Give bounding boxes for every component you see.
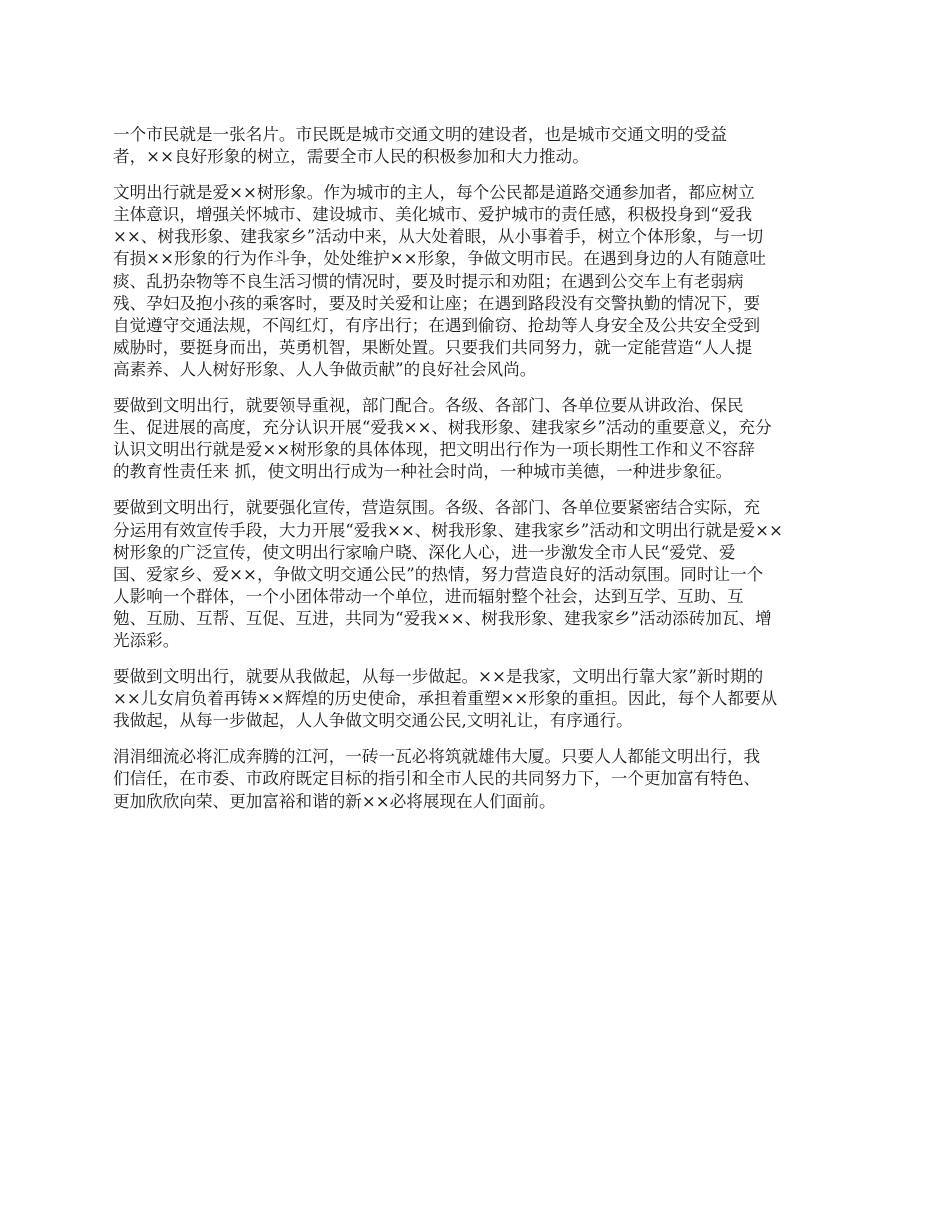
paragraph-5: 要做到文明出行，就要从我做起，从每一步做起。××是我家，文明出行靠大家”新时期的 ××儿女肩负着再铸××辉煌的历史使命，承担着重塑××形象的重担。因此，每个人都要从 我做起，从每一步做起，人人争做文明交通公民,文明礼让，有序通行。 <box>113 667 778 731</box>
paragraph-6: 涓涓细流必将汇成奔腾的江河，一砖一瓦必将筑就雄伟大厦。只要人人都能文明出行，我 们信任，在市委、市政府既定目标的指引和全市人民的共同努力下，一个更加富有特色、 更加欣欣向荣、更加富裕和谐的新××必将展现在人们面前。 <box>113 747 761 811</box>
paragraph-3: 要做到文明出行，就要领导重视，部门配合。各级、各部门、各单位要从讲政治、保民 生、促进展的高度，充分认识开展“爱我××、树我形象、建我家乡”活动的重要意义，充分 认识文明出行就是爱××树形象的具体体现，把文明出行作为一项长期性工作和义不容辞 的教育性责任来 抓，使文明出行成为一种社会时尚，一种城市美德，一种进步象征。 <box>113 396 772 482</box>
paragraph-1: 一个市民就是一张名片。市民既是城市交通文明的建设者，也是城市交通文明的受益 者，××良好形象的树立，需要全市人民的积极参加和大力推动。 <box>113 125 727 167</box>
paragraph-2: 文明出行就是爱××树形象。作为城市的主人，每个公民都是道路交通参加者，都应树立 主体意识，增强关怀城市、建设城市、美化城市、爱护城市的责任感，积极投身到“爱我 ××、树我形象、建我家乡”活动中来，从大处着眼，从小事着手，树立个体形象，与一切 有损××形象的行为作斗争，处处维护××形象，争做文明市民。在遇到身边的人有随意吐 痰、乱扔杂物等不良生活习惯的情况时，要及时提示和劝阻；在遇到公交车上有老弱病 残、孕妇及抱小孩的乘客时，要及时关爱和让座；在遇到路段没有交警执勤的情况下，要 自觉遵守交通法规，不闯红灯，有序出行；在遇到偷窃、抢劫等人身安全及公共安全受到 威胁时，要挺身而出，英勇机智，果断处置。只要我们共同努力，就一定能营造“人人提 高素养、人人树好形象、人人争做贡献”的良好社会风尚。 <box>113 183 766 379</box>
paragraph-4: 要做到文明出行，就要强化宣传，营造氛围。各级、各部门、各单位要紧密结合实际，充 分运用有效宣传手段，大力开展“爱我××、树我形象、建我家乡”活动和文明出行就是爱×× 树形象的广泛宣传，使文明出行家喻户晓、深化人心，进一步激发全市人民“爱党、爱 国、爱家乡、爱××，争做文明交通公民”的热情，努力营造良好的活动氛围。同时让一个 人影响一个群体，一个小团体带动一个单位，进而辐射整个社会，达到互学、互助、互 勉、互励、互帮、互促、互进，共同为“爱我××、树我形象、建我家乡”活动添砖加瓦、增 光添彩。 <box>113 498 783 650</box>
document-body <box>113 124 841 827</box>
